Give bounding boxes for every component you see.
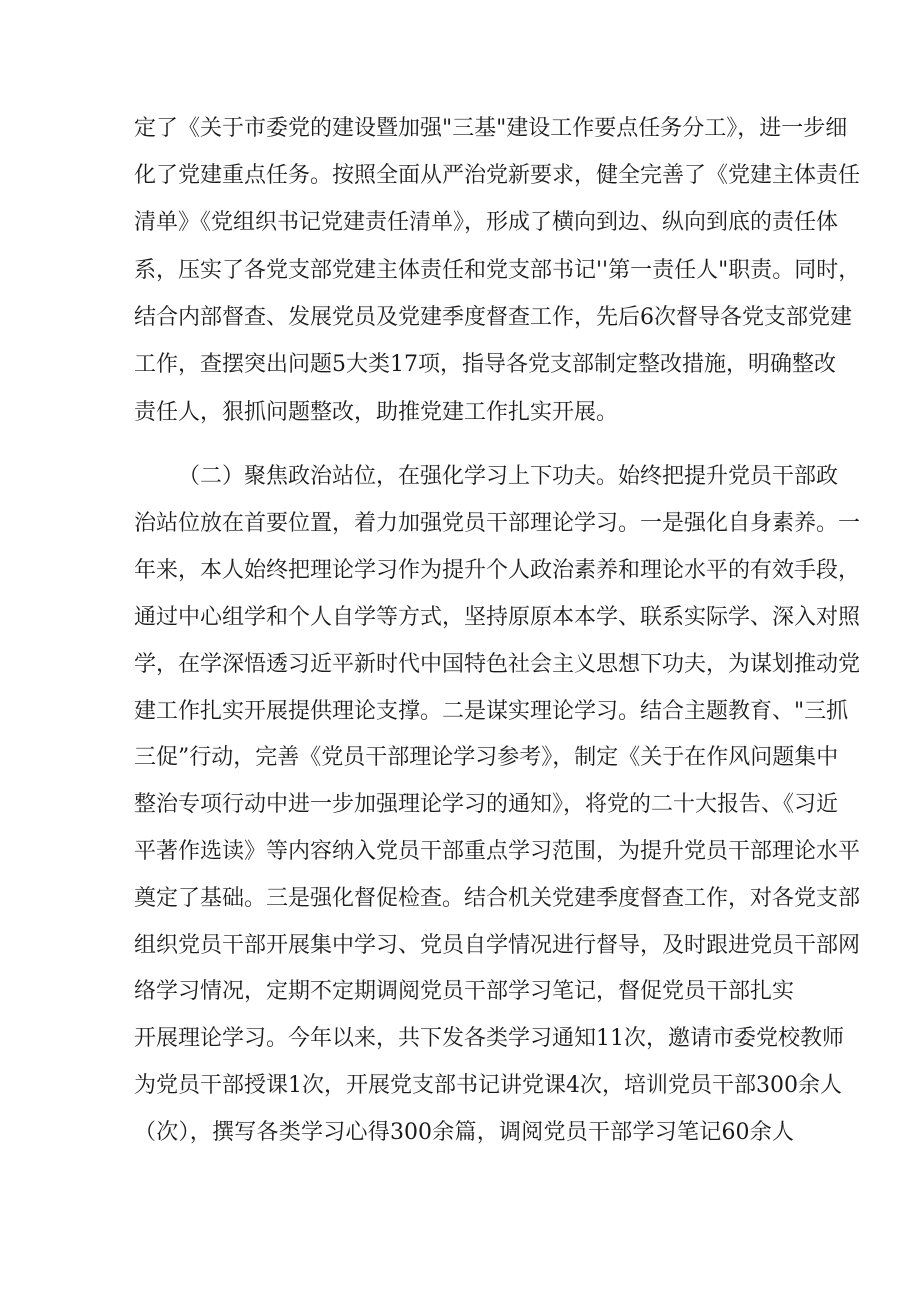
text-line: 系，压实了各党支部党建主体责任和党支部书记''第一责任人"职责。同时， bbox=[134, 258, 861, 283]
text-line: 三促”行动，完善《党员干部理论学习参考》，制定《关于在作风问题集中 bbox=[134, 745, 839, 770]
text-line: 通过中心组学和个人自学等方式，坚持原原本本学、联系实际学、深入对照 bbox=[134, 605, 861, 630]
text-line: 建工作扎实开展提供理论支撑。二是谋实理论学习。结合主题教育、"三抓 bbox=[134, 699, 849, 724]
text-line: 为党员干部授课1次，开展党支部书记讲党课4次，培训党员干部300余人 bbox=[134, 1073, 842, 1098]
text-line: 组织党员干部开展集中学习、党员自学情况进行督导，及时跟进党员干部网 bbox=[134, 933, 861, 958]
text-line: 学，在学深悟透习近平新时代中国特色社会主义思想下功夫，为谋划推动党 bbox=[134, 652, 861, 677]
section-heading-line: （二）聚焦政治站位，在强化学习上下功夫。始终把提升党员干部政 bbox=[178, 464, 839, 489]
text-line: 治站位放在首要位置，着力加强党员干部理论学习。一是强化自身素养。一 bbox=[134, 511, 861, 536]
text-line: 定了《关于市委党的建设暨加强"三基"建设工作要点任务分工》，进一步细 bbox=[134, 116, 848, 141]
text-line: 平著作选读》等内容纳入党员干部重点学习范围，为提升党员干部理论水平 bbox=[134, 839, 861, 864]
text-line: 奠定了基础。三是强化督促检查。结合机关党建季度督查工作，对各党支部 bbox=[134, 886, 861, 911]
text-line: （次），撰写各类学习心得300余篇，调阅党员干部学习笔记60余人 bbox=[134, 1120, 794, 1145]
text-line: 清单》《党组织书记党建责任清单》，形成了横向到边、纵向到底的责任体 bbox=[134, 210, 839, 235]
text-line: 责任人，狠抓问题整改，助推党建工作扎实开展。 bbox=[134, 400, 619, 425]
text-line: 整治专项行动中进一步加强理论学习的通知》，将党的二十大报告、《习近 bbox=[134, 792, 839, 817]
text-line: 结合内部督查、发展党员及党建季度督查工作，先后6次督导各党支部党建 bbox=[134, 305, 852, 330]
text-line: 络学习情况，定期不定期调阅党员干部学习笔记，督促党员干部扎实 bbox=[134, 979, 795, 1004]
text-line: 化了党建重点任务。按照全面从严治党新要求，健全完善了《党建主体责任 bbox=[134, 163, 861, 188]
text-line: 开展理论学习。今年以来，共下发各类学习通知11次，邀请市委党校教师 bbox=[134, 1026, 844, 1051]
text-line: 工作，查摆突出问题5大类17项，指导各党支部制定整改措施，明确整改 bbox=[134, 352, 836, 377]
text-line: 年来，本人始终把理论学习作为提升个人政治素养和理论水平的有效手段， bbox=[134, 558, 861, 583]
